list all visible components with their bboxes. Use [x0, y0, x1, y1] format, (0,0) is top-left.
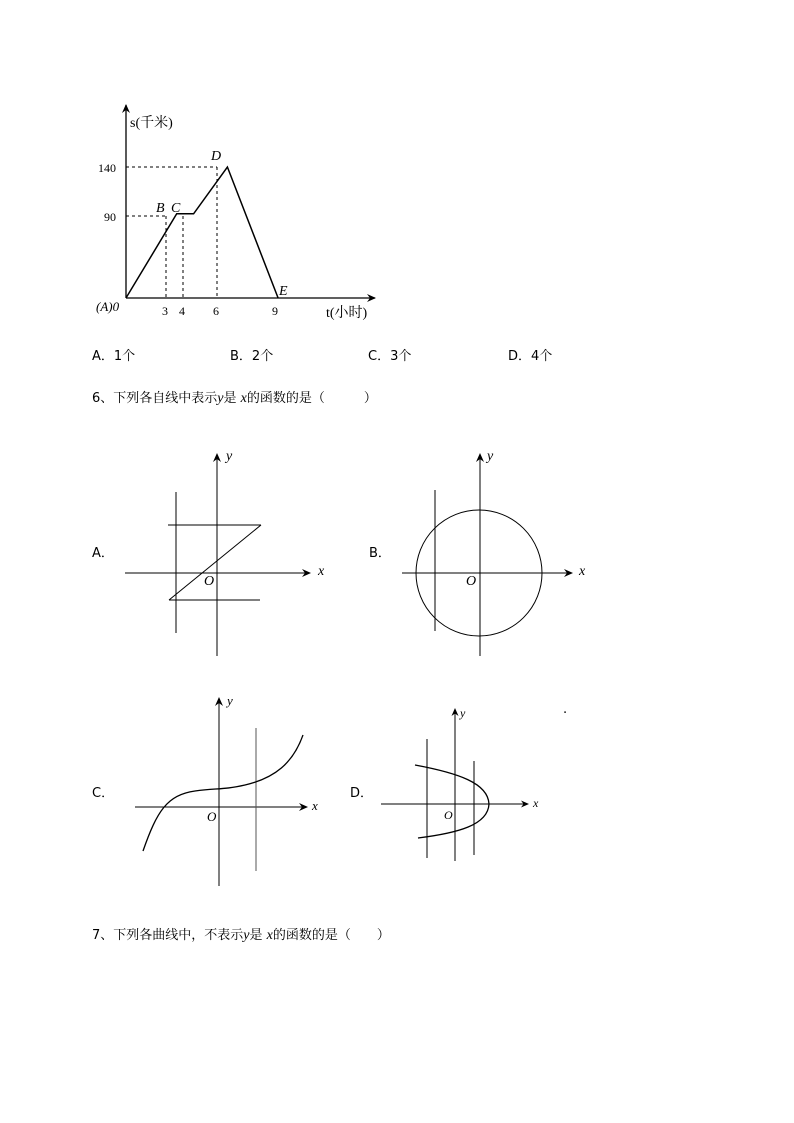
q6-text-mid: 是: [223, 391, 237, 406]
figure-a[interactable]: [120, 448, 340, 663]
q5-option-c[interactable]: C．3个: [368, 349, 412, 364]
y-tick-140: 140: [98, 161, 116, 175]
figure-b-label[interactable]: B．: [369, 546, 391, 561]
figure-b[interactable]: [398, 448, 598, 663]
fig-a-y-label: y: [226, 449, 233, 464]
fig-b-origin: O: [466, 574, 477, 589]
fig-c-cubic-curve: [143, 735, 303, 851]
q5-option-d[interactable]: D．4个: [508, 349, 553, 364]
q6-var-y: y: [217, 391, 224, 406]
q5-option-b[interactable]: B．2个: [230, 349, 274, 364]
q7-text-mid: 是: [249, 928, 263, 943]
figure-c-label[interactable]: C．: [92, 786, 115, 801]
question-7: [92, 924, 390, 944]
fig-c-x-label: x: [312, 798, 318, 813]
q6-text-post: 的函数的是（ ）: [246, 391, 377, 406]
q5-option-a[interactable]: A．1个: [92, 349, 136, 364]
fig-d-y-label: y: [460, 706, 466, 720]
point-e-label: E: [279, 284, 288, 299]
y-tick-90: 90: [104, 210, 116, 224]
point-d-label: D: [211, 149, 222, 164]
fig-a-x-label: x: [318, 564, 325, 579]
fig-b-x-label: x: [579, 564, 586, 579]
fig-d-parabola: [415, 765, 489, 838]
q7-var-y: y: [243, 928, 250, 943]
fig-d-origin: O: [444, 808, 453, 822]
stray-dot: .: [563, 702, 568, 717]
fig-c-y-label: y: [227, 693, 233, 708]
origin-label: (A)0: [96, 299, 120, 314]
q7-var-x: x: [266, 928, 273, 943]
fig-c-origin: O: [207, 809, 217, 824]
x-tick-6: 6: [213, 304, 219, 318]
point-b-label: B: [156, 201, 165, 216]
x-tick-9: 9: [272, 304, 278, 318]
distance-time-graph: [90, 95, 390, 325]
fig-b-y-label: y: [487, 449, 494, 464]
fig-a-origin: O: [204, 574, 215, 589]
figure-d[interactable]: [378, 703, 568, 868]
q7-text-post: 的函数的是（ ）: [272, 928, 390, 943]
question-6: [92, 387, 377, 407]
q6-var-x: x: [240, 391, 247, 406]
q6-text-pre: 6、下列各自线中表示: [92, 391, 218, 406]
x-tick-4: 4: [179, 304, 185, 318]
q7-text-pre: 7、下列各曲线中，不表示: [92, 928, 244, 943]
figure-a-label[interactable]: A．: [92, 546, 114, 561]
x-tick-3: 3: [162, 304, 168, 318]
x-axis-label: t(小时): [326, 306, 368, 321]
figure-c[interactable]: [125, 693, 330, 893]
figure-d-label[interactable]: D．: [350, 786, 374, 801]
y-axis-label: s(千米): [130, 116, 173, 131]
fig-a-diagonal: [169, 525, 261, 600]
fig-d-x-label: x: [533, 796, 539, 810]
distance-line: [126, 167, 278, 298]
point-c-label: C: [171, 201, 181, 216]
